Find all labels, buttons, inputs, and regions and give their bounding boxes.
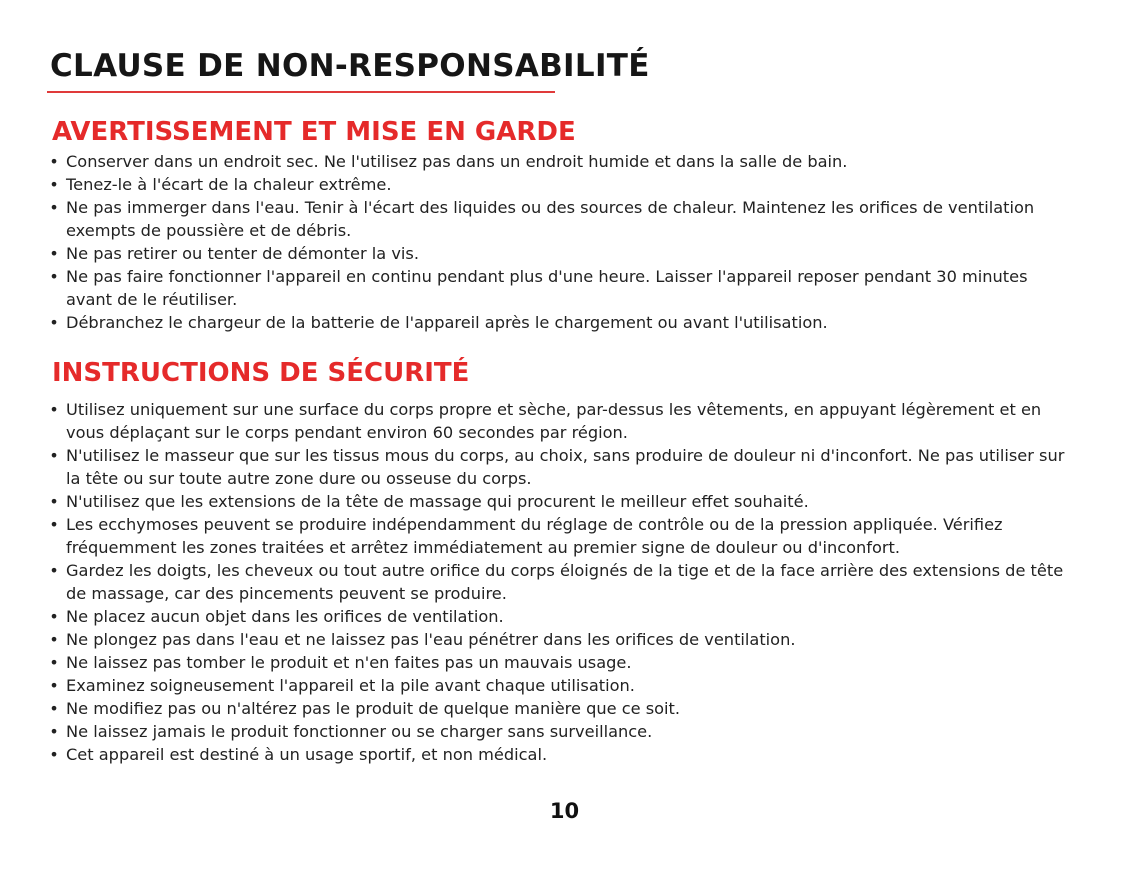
list-item-text: Gardez les doigts, les cheveux ou tout autre orifice du corps éloignés de la tige et de la face arrière des extensions de tête de massage, car des pincements peuvent se produire. xyxy=(66,561,1064,603)
section-heading-warning: AVERTISSEMENT ET MISE EN GARDE xyxy=(52,117,576,147)
list-item-text: Utilisez uniquement sur une surface du corps propre et sèche, par-dessus les vêtements, en appuyant légèrement et en vous déplaçant sur le corps pendant environ 60 secondes par région. xyxy=(66,400,1042,442)
list-item-text: Conserver dans un endroit sec. Ne l'utilisez pas dans un endroit humide et dans la salle de bain. xyxy=(66,152,848,171)
bullet-icon: • xyxy=(49,446,59,465)
list-item-text: Ne pas faire fonctionner l'appareil en continu pendant plus d'une heure. Laisser l'appareil reposer pendant 30 minutes avant de le réutiliser. xyxy=(66,267,1028,309)
list-item xyxy=(46,628,1076,651)
list-item-text: Ne laissez jamais le produit fonctionner ou se charger sans surveillance. xyxy=(66,722,653,741)
list-item xyxy=(46,196,1066,242)
bullet-icon: • xyxy=(49,561,59,580)
list-item-text: Examinez soigneusement l'appareil et la pile avant chaque utilisation. xyxy=(66,676,635,695)
list-item xyxy=(46,265,1066,311)
bullet-icon: • xyxy=(49,244,59,263)
bullet-icon: • xyxy=(49,492,59,511)
list-item xyxy=(46,674,1076,697)
list-item xyxy=(46,720,1076,743)
list-item xyxy=(46,444,1076,490)
bullet-icon: • xyxy=(49,676,59,695)
safety-list xyxy=(46,398,1076,766)
list-item-text: N'utilisez que les extensions de la tête de massage qui procurent le meilleur effet souhaité. xyxy=(66,492,809,511)
list-item xyxy=(46,311,1066,334)
list-item-text: Ne modifiez pas ou n'altérez pas le produit de quelque manière que ce soit. xyxy=(66,699,681,718)
bullet-icon: • xyxy=(49,607,59,626)
list-item xyxy=(46,490,1076,513)
list-item-text: Ne pas retirer ou tenter de démonter la vis. xyxy=(66,244,420,263)
list-item xyxy=(46,513,1076,559)
list-item-text: Ne laissez pas tomber le produit et n'en faites pas un mauvais usage. xyxy=(66,653,632,672)
list-item-text: Débranchez le chargeur de la batterie de l'appareil après le chargement ou avant l'utilisation. xyxy=(66,313,828,332)
list-item xyxy=(46,242,1066,265)
list-item-text: Les ecchymoses peuvent se produire indépendamment du réglage de contrôle ou de la pression appliquée. Vérifiez fréquemment les zones traitées et arrêtez immédiatement au premier signe de douleur ou d'inconfort. xyxy=(66,515,1003,557)
list-item-text: Ne pas immerger dans l'eau. Tenir à l'écart des liquides ou des sources de chaleur. Maintenez les orifices de ventilation exempts de poussière et de débris. xyxy=(66,198,1035,240)
list-item xyxy=(46,605,1076,628)
title-underline xyxy=(47,91,555,93)
list-item xyxy=(46,173,1066,196)
warning-list xyxy=(46,150,1066,334)
bullet-icon: • xyxy=(49,699,59,718)
page-title: CLAUSE DE NON-RESPONSABILITÉ xyxy=(50,48,650,84)
list-item-text: Cet appareil est destiné à un usage sportif, et non médical. xyxy=(66,745,548,764)
list-item-text: N'utilisez le masseur que sur les tissus mous du corps, au choix, sans produire de douleur ni d'inconfort. Ne pas utiliser sur la tête ou sur toute autre zone dure ou osseuse du corps. xyxy=(66,446,1065,488)
bullet-icon: • xyxy=(49,313,59,332)
bullet-icon: • xyxy=(49,745,59,764)
list-item xyxy=(46,697,1076,720)
section-heading-safety: INSTRUCTIONS DE SÉCURITÉ xyxy=(52,358,470,388)
bullet-icon: • xyxy=(49,653,59,672)
list-item xyxy=(46,559,1076,605)
list-item-text: Ne placez aucun objet dans les orifices de ventilation. xyxy=(66,607,504,626)
bullet-icon: • xyxy=(49,515,59,534)
list-item xyxy=(46,398,1076,444)
bullet-icon: • xyxy=(49,198,59,217)
bullet-icon: • xyxy=(49,400,59,419)
list-item-text: Ne plongez pas dans l'eau et ne laissez pas l'eau pénétrer dans les orifices de ventilation. xyxy=(66,630,796,649)
page-number: 10 xyxy=(549,799,580,823)
list-item xyxy=(46,150,1066,173)
list-item-text: Tenez-le à l'écart de la chaleur extrême. xyxy=(66,175,392,194)
bullet-icon: • xyxy=(49,267,59,286)
bullet-icon: • xyxy=(49,630,59,649)
bullet-icon: • xyxy=(49,722,59,741)
list-item xyxy=(46,651,1076,674)
list-item xyxy=(46,743,1076,766)
bullet-icon: • xyxy=(49,175,59,194)
bullet-icon: • xyxy=(49,152,59,171)
